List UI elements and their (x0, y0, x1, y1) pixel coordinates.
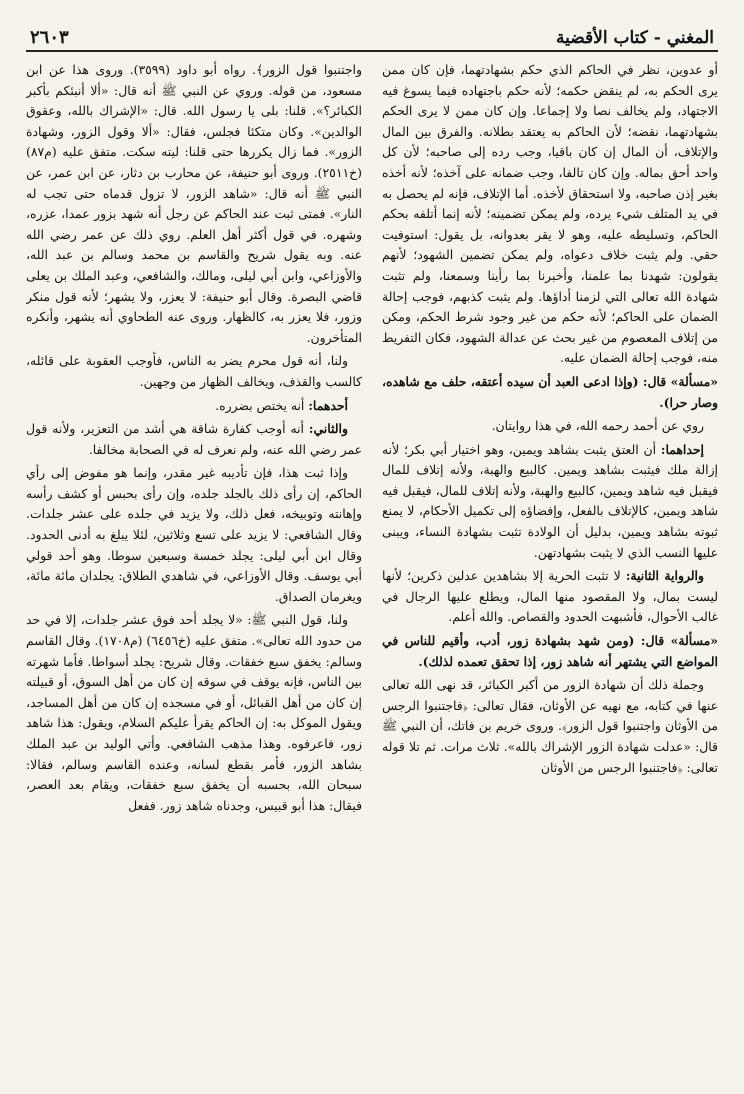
paragraph-label: أحدهما: (308, 397, 348, 413)
paragraph (26, 396, 362, 417)
paragraph-text: «مسألة» قال: (وإذا ادعى العبد أن سيده أعتقه، حلف مع شاهده، وصار حرا). (382, 373, 718, 410)
paragraph (382, 416, 718, 437)
section-heading (382, 631, 718, 672)
paragraph (382, 60, 718, 369)
paragraph (382, 440, 718, 564)
paragraph (26, 419, 362, 460)
paragraph-text: روي عن أحمد رحمه الله، في هذا روايتان. (491, 418, 704, 434)
paragraph-text: لا تثبت الحرية إلا بشاهدين عدلين ذكرين؛ لأنها ليست بمال، ولا المقصود منها المال، ويطلع عليها الرجال في غالب الأحوال، فأشبهت الحدود والقصاص. والله أعلم. (382, 568, 718, 625)
paragraph-text: وجملة ذلك أن شهادة الزور من أكبر الكبائر، قد نهى الله تعالى عنها في كتابه، مع نهيه عن الأوثان، فقال تعالى: ﴿فاجتنبوا الرجس من الأوثان واجتنبوا قول الزور﴾. وروى خريم بن فاتك، أن النبي ﷺ قال: «عدلت شهادة الزور الإشراك بالله». ثلاث مرات. ثم تلا قوله تعالى: ﴿فاجتنبوا الرجس من الأوثان (382, 677, 718, 775)
paragraph-text: أو عدوين، نظر في الحاكم الذي حكم بشهادتهما، فإن كان ممن يرى الحكم به، لم ينقض حكمه؛ لأنه حكم باجتهاده فيما يسوغ فيه الاجتهاد، ولم يخالف نصا ولا إجماعا. وإن كان ممن لا يرى الحكم بشهادتهما، نقضه؛ لأن الحاكم به يعتقد بطلانه. والفرق بين المال والإتلاف، أن المال إن كان باقيا، وجب رده إلى صاحبه؛ لأن كل واحد أحق بماله. وإن كان تالفا، وجب ضمانه على آخذه؛ لأنه أخذه بغير إذن صاحبه، ولا استحقاق لأخذه. أما الإتلاف، فإنه لم يحصل به في يد المتلف شيء يرده، ولم يمكن تضمينه؛ لأنه إنما أتلفه بحكم الحاكم، وتسليطه عليه، وهو لا يقر بعدوانه، بل يقول: استوفيت حقي. ولم يثبت خلاف دعواه، ولم يمكن تضمين الشهود؛ لأنهم يقولون: شهدنا بما علمنا، وأخبرنا بما رأينا وسمعنا، ولم تثبت شهادة الله تعالى التي لزمنا أداؤها. ولم يثبت كذبهم، فوجب إحالة الضمان على الحاكم؛ لأنه حكم من غير وجود شرط الحكم، ومكن من إتلاف المعصوم من غير بحث عن عدالة الشهود، فكان التفريط منه، فوجب إحالة الضمان عليه. (382, 62, 718, 366)
paragraph-text: أنه يختص بضرره. (215, 397, 305, 413)
paragraph (26, 351, 362, 392)
page-header (26, 14, 718, 52)
paragraph-text: أنه أوجب كفارة شاقة هي أشد من التعزير، ولأنه قول عمر رضي الله عنه، ولم نعرف له في الصحابة مخالفا. (26, 421, 362, 457)
paragraph-text: ولنا، قول النبي ﷺ: «لا يجلد أحد فوق عشر جلدات، إلا في حد من حدود الله تعالى». متفق عليه (خ٦٤٥٦) (م١٧٠٨). وقال القاسم وسالم: يخفق سبع خفقات. وقال شريح: يجلد أسواطا. فأما شهرته بين الناس، فإنه يوقف في سوقه إن كان من أهل السوق، أو قبيلته إن كان من أهل القبائل، أو في مسجده إن كان من أهل المساجد، ويقول الموكل به: إن الحاكم يقرأ عليكم السلام، ويقول: هذا شاهد زور، فاعرفوه. وهذا مذهب الشافعي. وأتي الوليد بن عبد الملك بشاهد الزور، فأمر بقطع لسانه، وعنده القاسم وسالم، فقالا: سبحان الله، بحسبه أن يخفق سبع خفقات، ويقام بعد العصر، فيقال: هذا أبو قبيس، وجدناه شاهد زور. ففعل (26, 612, 362, 813)
left-column (26, 60, 362, 1084)
paragraph (26, 610, 362, 816)
paragraph-text: ولنا، أنه قول محرم يضر به الناس، فأوجب العقوبة على قائله، كالسب والقذف، ويخالف الظهار من وجهين. (26, 353, 362, 389)
paragraph (26, 463, 362, 607)
paragraph-label: إحداهما: (660, 441, 704, 457)
page-number: ٢٦٠٣ (30, 27, 69, 48)
running-title: المغني - كتاب الأقضية (556, 28, 714, 48)
section-heading (382, 372, 718, 413)
paragraph (382, 675, 718, 778)
paragraph (382, 566, 718, 628)
text-columns (26, 60, 718, 1084)
paragraph-text: «مسألة» قال: (ومن شهد بشهادة زور، أدب، وأقيم للناس في المواضع التي يشتهر أنه شاهد زور، إذا تحقق تعمده لذلك). (382, 633, 718, 669)
paragraph-text: وإذا ثبت هذا، فإن تأديبه غير مقدر، وإنما هو مفوض إلى رأي الحاكم، إن رأى ذلك بالجلد جلده، وإن رأى بحبس أو كشف رأسه وإهانته وتوبيخه، فعل ذلك، ولا يزيد في جلده على عشر جلدات. وقال الشافعي: لا يزيد على تسع وثلاثين، لئلا يبلغ به أدنى الحدود. وقال ابن أبي ليلى: يجلد خمسة وسبعين سوطا. وهو أحد قولي أبي يوسف. وقال الأوزاعي، في شاهدي الطلاق: يجلدان مائة مائة، ويغرمان الصداق. (26, 465, 362, 604)
paragraph (26, 60, 362, 348)
paragraph-text: واجتنبوا قول الزور﴾. رواه أبو داود (٣٥٩٩). وروى هذا عن ابن مسعود، من قوله. وروي عن النبي ﷺ أنه قال: «ألا أنبئكم بأكبر الكبائر؟». قلنا: بلى يا رسول الله. قال: «الإشراك بالله، وعقوق الوالدين». وكان متكئا فجلس، فقال: «ألا وقول الزور، وشهادة الزور». فما زال يكررها حتى قلنا: ليته سكت. متفق عليه (م٨٧) (خ٢٥١١). وروى أبو حنيفة، عن محارب بن دثار، عن ابن عمر، عن النبي ﷺ أنه قال: «شاهد الزور، لا تزول قدماه حتى تجب له النار». فمتى ثبت عند الحاكم عن رجل أنه شهد بزور عمدا، عزره، وشهره. في قول أكثر أهل العلم. روي ذلك عن عمر رضي الله عنه. وبه يقول شريح والقاسم بن محمد وسالم بن عبد الله، والأوزاعي، وابن أبي ليلى، ومالك، والشافعي، وعبد الملك بن يعلى قاضي البصرة. وقال أبو حنيفة: لا يعزر، ولا يشهر؛ لأنه قول منكر وزور، فلا يعزر به، كالظهار. وروى عنه الطحاوي أنه يشهر، وأنكره المتأخرون. (26, 62, 362, 345)
paragraph-text: أن العتق يثبت بشاهد ويمين، وهو اختيار أبي بكر؛ لأنه إزالة ملك فيثبت بشاهد ويمين. كالبيع والهبة، ولأنه إتلاف للمال فيقبل فيه شاهد ويمين، كالبيع والهبة، ولأنه إتلاف للمال، فيقبل فيه شاهد ويمين، كالإتلاف بالفعل، وإفضاؤه إلى تكميل الأحكام، لا يمنع ثبوته بشاهد ويمين، بدليل أن الولادة تثبت بشهادة النساء، ويبنى عليها النسب الذي لا يثبت بشهادتهن. (382, 441, 718, 560)
paragraph-label: والرواية الثانية: (625, 568, 704, 584)
paragraph-label: والثاني: (308, 421, 348, 437)
right-column (382, 60, 718, 1084)
